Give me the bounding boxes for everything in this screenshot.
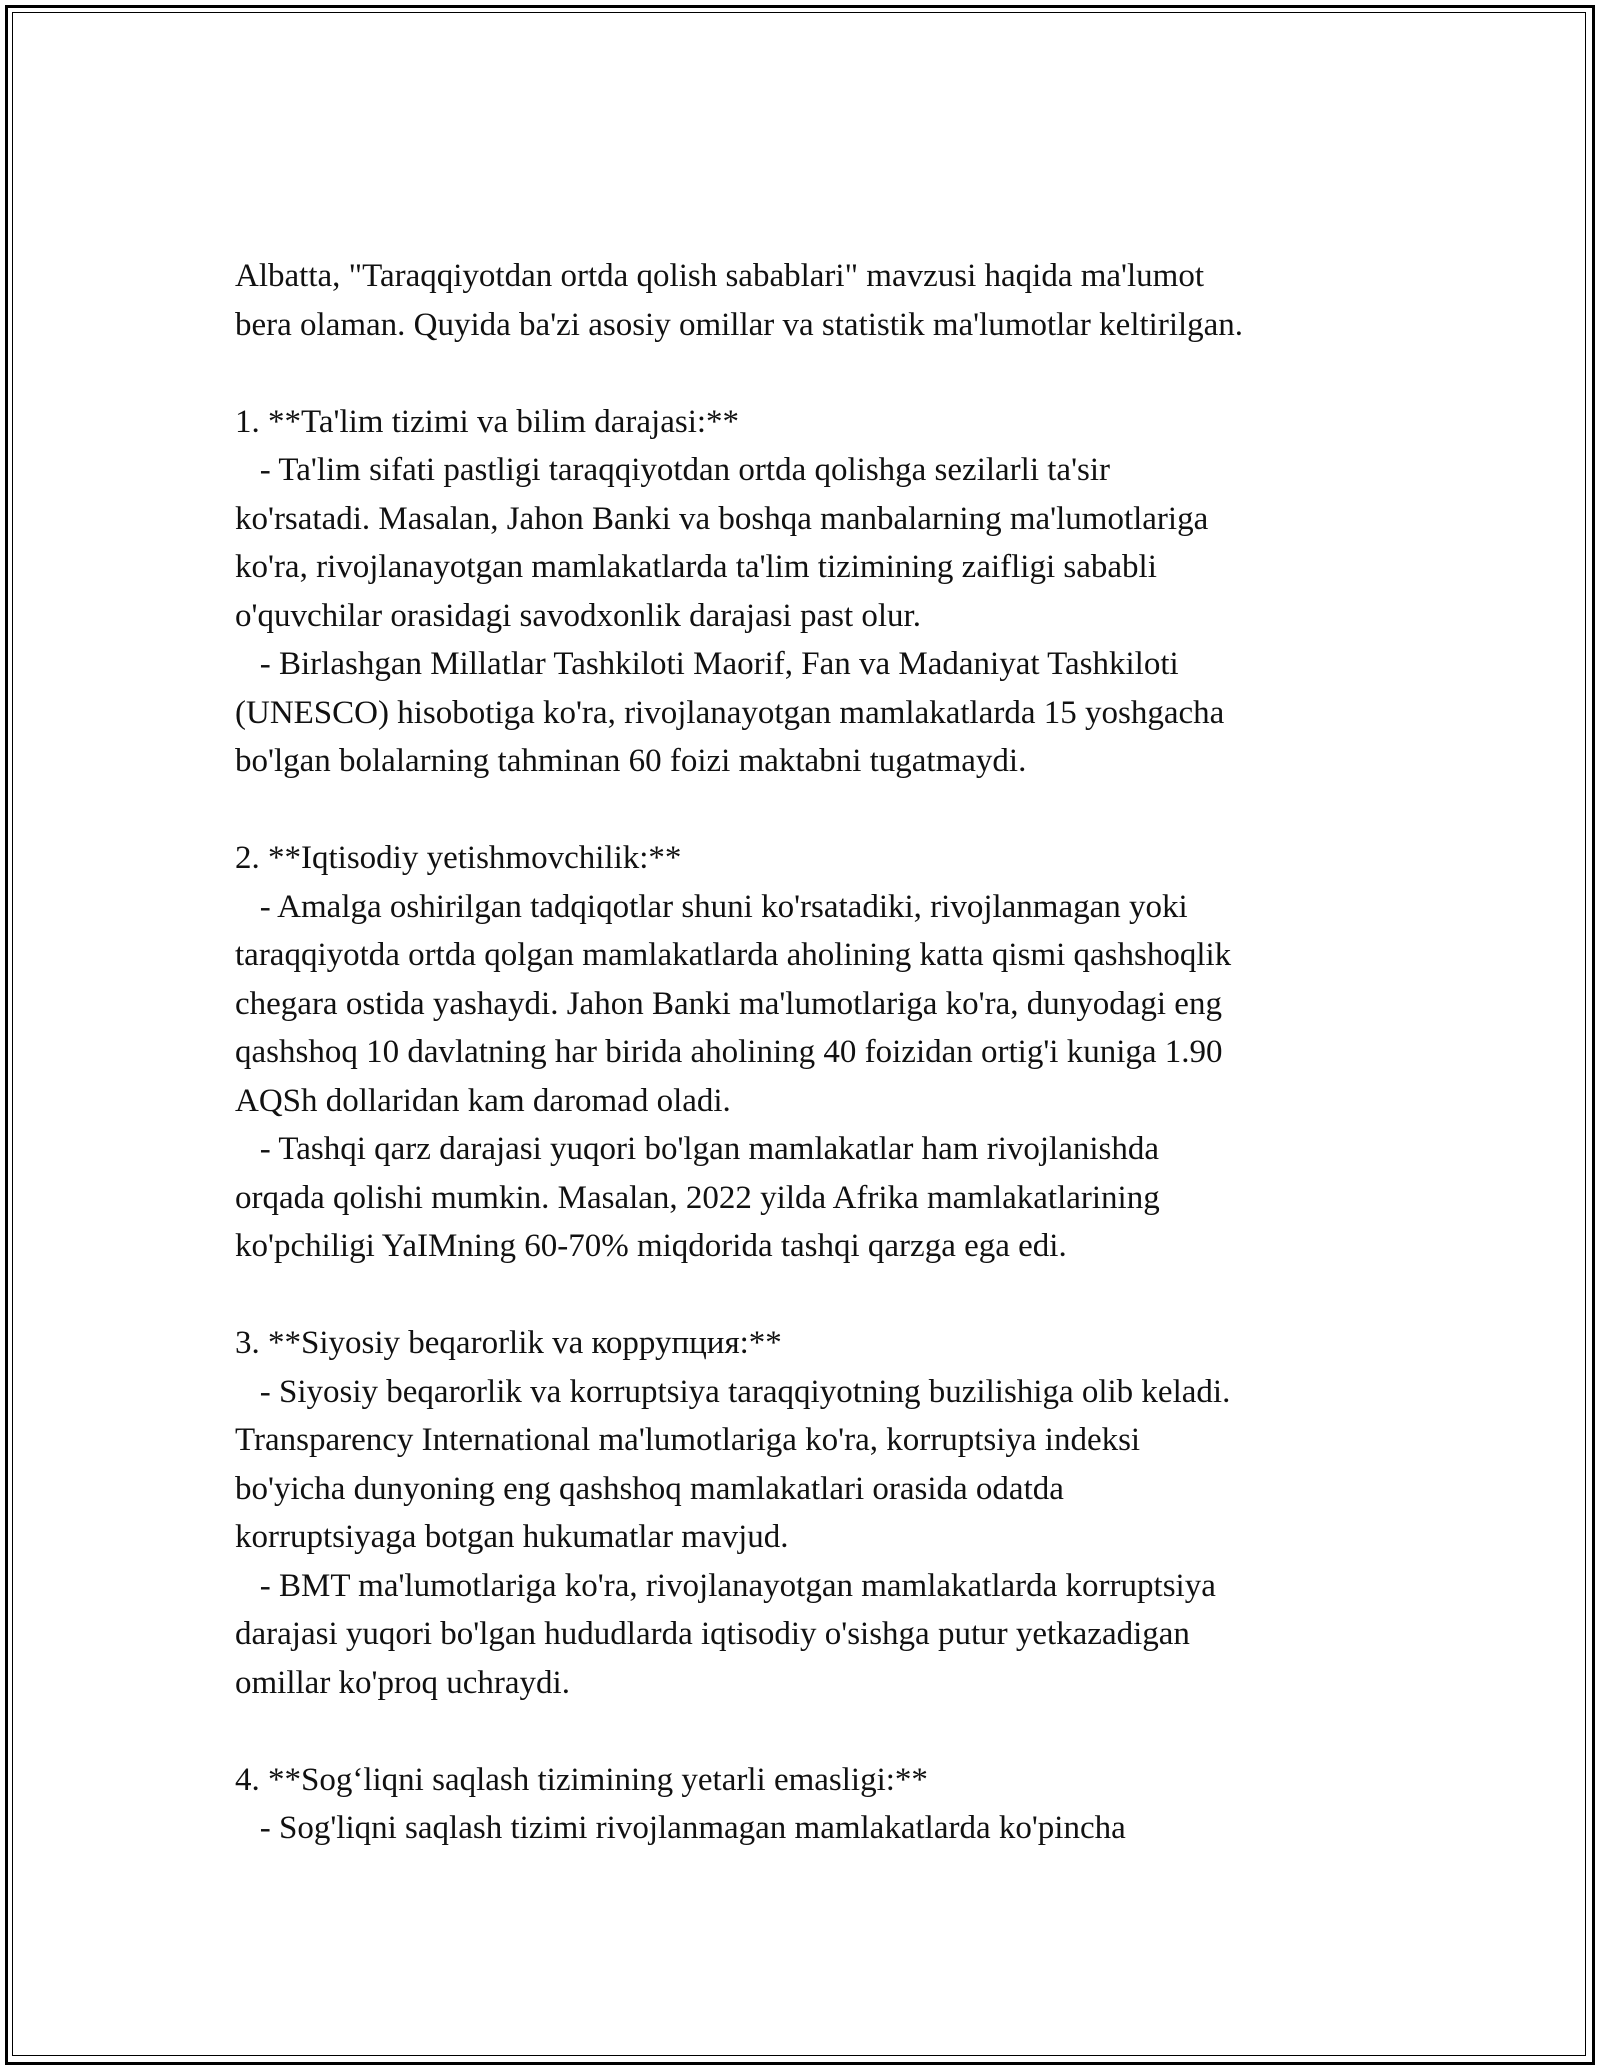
text-line: darajasi yuqori bo'lgan hududlarda iqtisodiy o'sishga putur yetkazadigan	[235, 1616, 1190, 1652]
text-line: - BMT ma'lumotlariga ko'ra, rivojlanayotgan mamlakatlarda korruptsiya	[235, 1567, 1216, 1604]
blank-line	[235, 786, 1395, 835]
text-line: - Amalga oshirilgan tadqiqotlar shuni ko'rsatadiki, rivojlanmagan yoki	[235, 888, 1188, 925]
text-line: bo'lgan bolalarning tahminan 60 foizi maktabni tugatmaydi.	[235, 743, 1027, 779]
text-line: ko'ra, rivojlanayotgan mamlakatlarda ta'lim tizimining zaifligi sababli	[235, 549, 1157, 585]
section-heading: 4. **Sog‘liqni saqlash tizimining yetarli emasligi:**	[235, 1761, 928, 1798]
section-heading: 1. **Ta'lim tizimi va bilim darajasi:**	[235, 403, 740, 440]
text-line: - Birlashgan Millatlar Tashkiloti Maorif, Fan va Madaniyat Tashkiloti	[235, 646, 1179, 682]
document-body	[235, 252, 1395, 1853]
blank-line	[235, 1271, 1395, 1320]
text-line: ko'pchiligi YaIMning 60-70% miqdorida tashqi qarzga ega edi.	[235, 1228, 1067, 1264]
text-line: qashshoq 10 davlatning har birida aholining 40 foizidan ortig'i kuniga 1.90	[235, 1034, 1223, 1070]
text-line: chegara ostida yashaydi. Jahon Banki ma'lumotlariga ko'ra, dunyodagi eng	[235, 985, 1222, 1022]
text-line: - Sog'liqni saqlash tizimi rivojlanmagan mamlakatlarda ko'pincha	[235, 1810, 1126, 1846]
text-line: (UNESCO) hisobotiga ko'ra, rivojlanayotgan mamlakatlarda 15 yoshgacha	[235, 694, 1225, 731]
text-line: ko'rsatadi. Masalan, Jahon Banki va boshqa manbalarning ma'lumotlariga	[235, 500, 1209, 537]
text-line: - Ta'lim sifati pastligi taraqqiyotdan ortda qolishga sezilarli ta'sir	[235, 452, 1111, 488]
text-line: AQSh dollaridan kam daromad oladi.	[235, 1082, 731, 1119]
blank-line	[235, 1707, 1395, 1756]
text-line: taraqqiyotda ortda qolgan mamlakatlarda aholining katta qismi qashshoqlik	[235, 937, 1232, 973]
text-line: Transparency International ma'lumotlariga ko'ra, korruptsiya indeksi	[235, 1422, 1141, 1458]
text-line: orqada qolishi mumkin. Masalan, 2022 yilda Afrika mamlakatlarining	[235, 1179, 1160, 1216]
text-line: Albatta, "Taraqqiyotdan ortda qolish sabablari" mavzusi haqida ma'lumot	[235, 258, 1204, 294]
text-line: korruptsiyaga botgan hukumatlar mavjud.	[235, 1519, 789, 1555]
text-line: omillar ko'proq uchraydi.	[235, 1664, 570, 1701]
section-heading: 3. **Siyosiy beqarorlik va коррупция:**	[235, 1325, 782, 1361]
text-line: bo'yicha dunyoning eng qashshoq mamlakatlari orasida odatda	[235, 1470, 1064, 1507]
blank-line	[235, 349, 1395, 398]
text-line: - Tashqi qarz darajasi yuqori bo'lgan mamlakatlar ham rivojlanishda	[235, 1131, 1159, 1167]
text-line: bera olaman. Quyida ba'zi asosiy omillar va statistik ma'lumotlar keltirilgan.	[235, 306, 1244, 343]
text-line: o'quvchilar orasidagi savodxonlik darajasi past olur.	[235, 597, 921, 634]
section-heading: 2. **Iqtisodiy yetishmovchilik:**	[235, 840, 682, 876]
text-line: - Siyosiy beqarorlik va korruptsiya taraqqiyotning buzilishiga olib keladi.	[235, 1373, 1231, 1410]
